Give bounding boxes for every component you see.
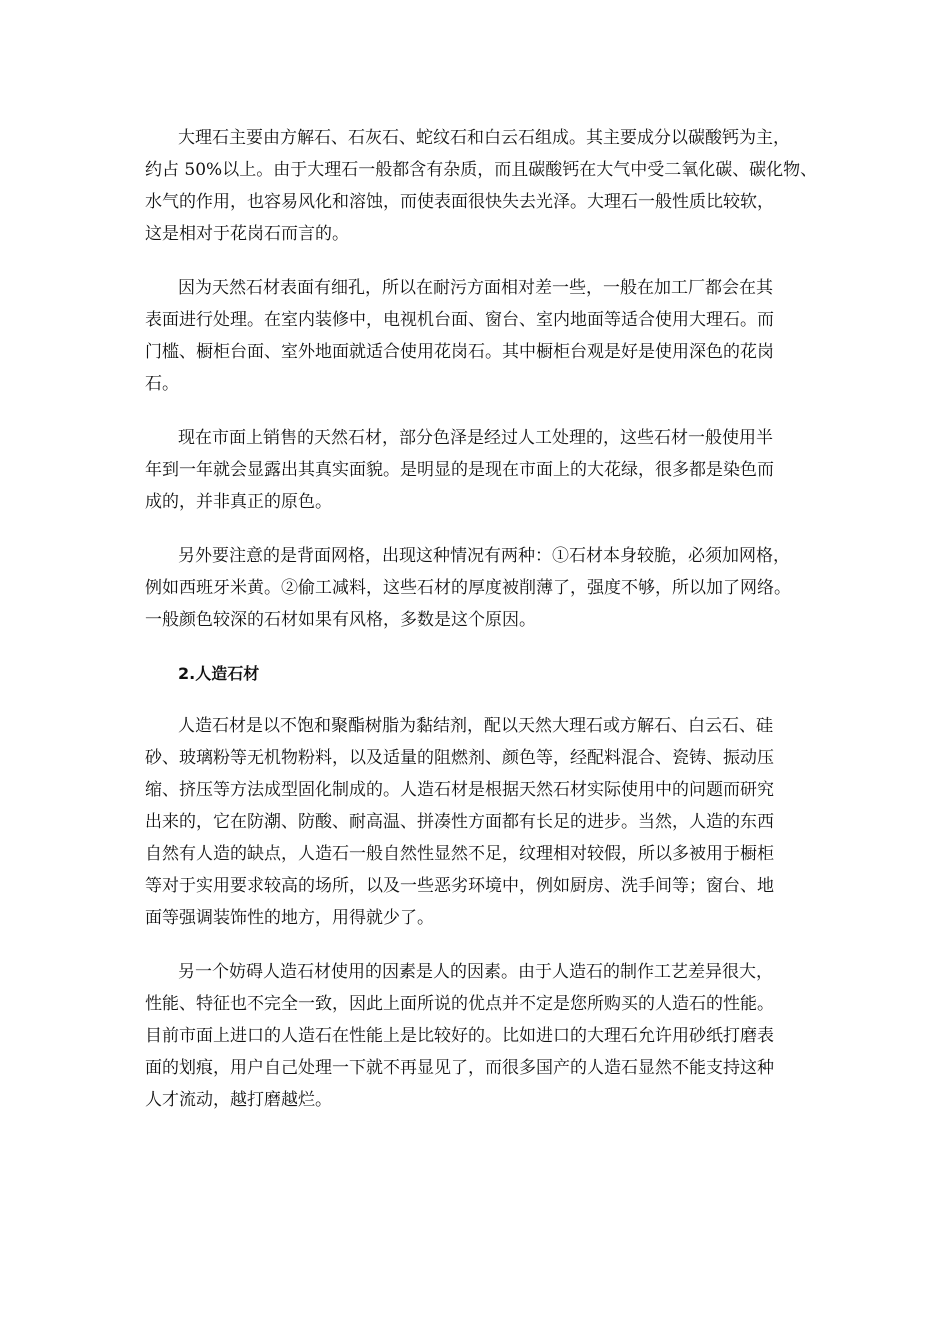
section-heading: 2.人造石材 xyxy=(178,664,260,683)
paragraph-line: 大理石主要由方解石、石灰石、蛇纹石和白云石组成。其主要成分以碳酸钙为主， xyxy=(178,128,790,148)
paragraph-line: 一般颜色较深的石材如果有风格，多数是这个原因。 xyxy=(145,610,536,630)
paragraph-line: 另外要注意的是背面网格，出现这种情况有两种：①石材本身较脆，必须加网格， xyxy=(178,546,790,566)
paragraph-line: 目前市面上进口的人造石在性能上是比较好的。比如进口的大理石允许用砂纸打磨表 xyxy=(145,1026,774,1046)
paragraph-line: 自然有人造的缺点，人造石一般自然性显然不足，纹理相对较假，所以多被用于橱柜 xyxy=(145,844,774,864)
paragraph-line: 这是相对于花岗石而言的。 xyxy=(145,224,349,244)
paragraph-line: 人才流动，越打磨越烂。 xyxy=(145,1090,332,1110)
paragraph-line: 石。 xyxy=(145,374,179,394)
paragraph-line: 现在市面上销售的天然石材，部分色泽是经过人工处理的，这些石材一般使用半 xyxy=(178,428,773,448)
paragraph-line: 另一个妨碍人造石材使用的因素是人的因素。由于人造石的制作工艺差异很大， xyxy=(178,962,773,982)
paragraph-line: 水气的作用，也容易风化和溶蚀，而使表面很快失去光泽。大理石一般性质比较软， xyxy=(145,192,774,212)
paragraph-line: 性能、特征也不完全一致，因此上面所说的优点并不定是您所购买的人造石的性能。 xyxy=(145,994,774,1014)
paragraph-line: 成的，并非真正的原色。 xyxy=(145,492,332,512)
paragraph-line: 表面进行处理。在室内装修中，电视机台面、窗台、室内地面等适合使用大理石。而 xyxy=(145,310,774,330)
paragraph-line: 门槛、橱柜台面、室外地面就适合使用花岗石。其中橱柜台观是好是使用深色的花岗 xyxy=(145,342,774,362)
paragraph-line: 因为天然石材表面有细孔，所以在耐污方面相对差一些，一般在加工厂都会在其 xyxy=(178,278,773,298)
paragraph-line: 砂、玻璃粉等无机物粉料，以及适量的阻燃剂、颜色等，经配料混合、瓷铸、振动压 xyxy=(145,748,774,768)
paragraph-line: 人造石材是以不饱和聚酯树脂为黏结剂，配以天然大理石或方解石、白云石、硅 xyxy=(178,716,773,736)
paragraph-line: 例如西班牙米黄。②偷工减料，这些石材的厚度被削薄了，强度不够，所以加了网络。 xyxy=(145,578,791,598)
paragraph-line: 等对于实用要求较高的场所，以及一些恶劣环境中，例如厨房、洗手间等；窗台、地 xyxy=(145,876,774,896)
paragraph-line: 面等强调装饰性的地方，用得就少了。 xyxy=(145,908,434,928)
paragraph-line: 缩、挤压等方法成型固化制成的。人造石材是根据天然石材实际使用中的问题而研究 xyxy=(145,780,774,800)
paragraph-line: 出来的，它在防潮、防酸、耐高温、拼凑性方面都有长足的进步。当然，人造的东西 xyxy=(145,812,774,832)
paragraph-line: 约占 50%以上。由于大理石一般都含有杂质，而且碳酸钙在大气中受二氧化碳、碳化物、 xyxy=(145,160,818,180)
paragraph-line: 面的划痕，用户自己处理一下就不再显见了，而很多国产的人造石显然不能支持这种 xyxy=(145,1058,774,1078)
paragraph-line: 年到一年就会显露出其真实面貌。是明显的是现在市面上的大花绿，很多都是染色而 xyxy=(145,460,774,480)
